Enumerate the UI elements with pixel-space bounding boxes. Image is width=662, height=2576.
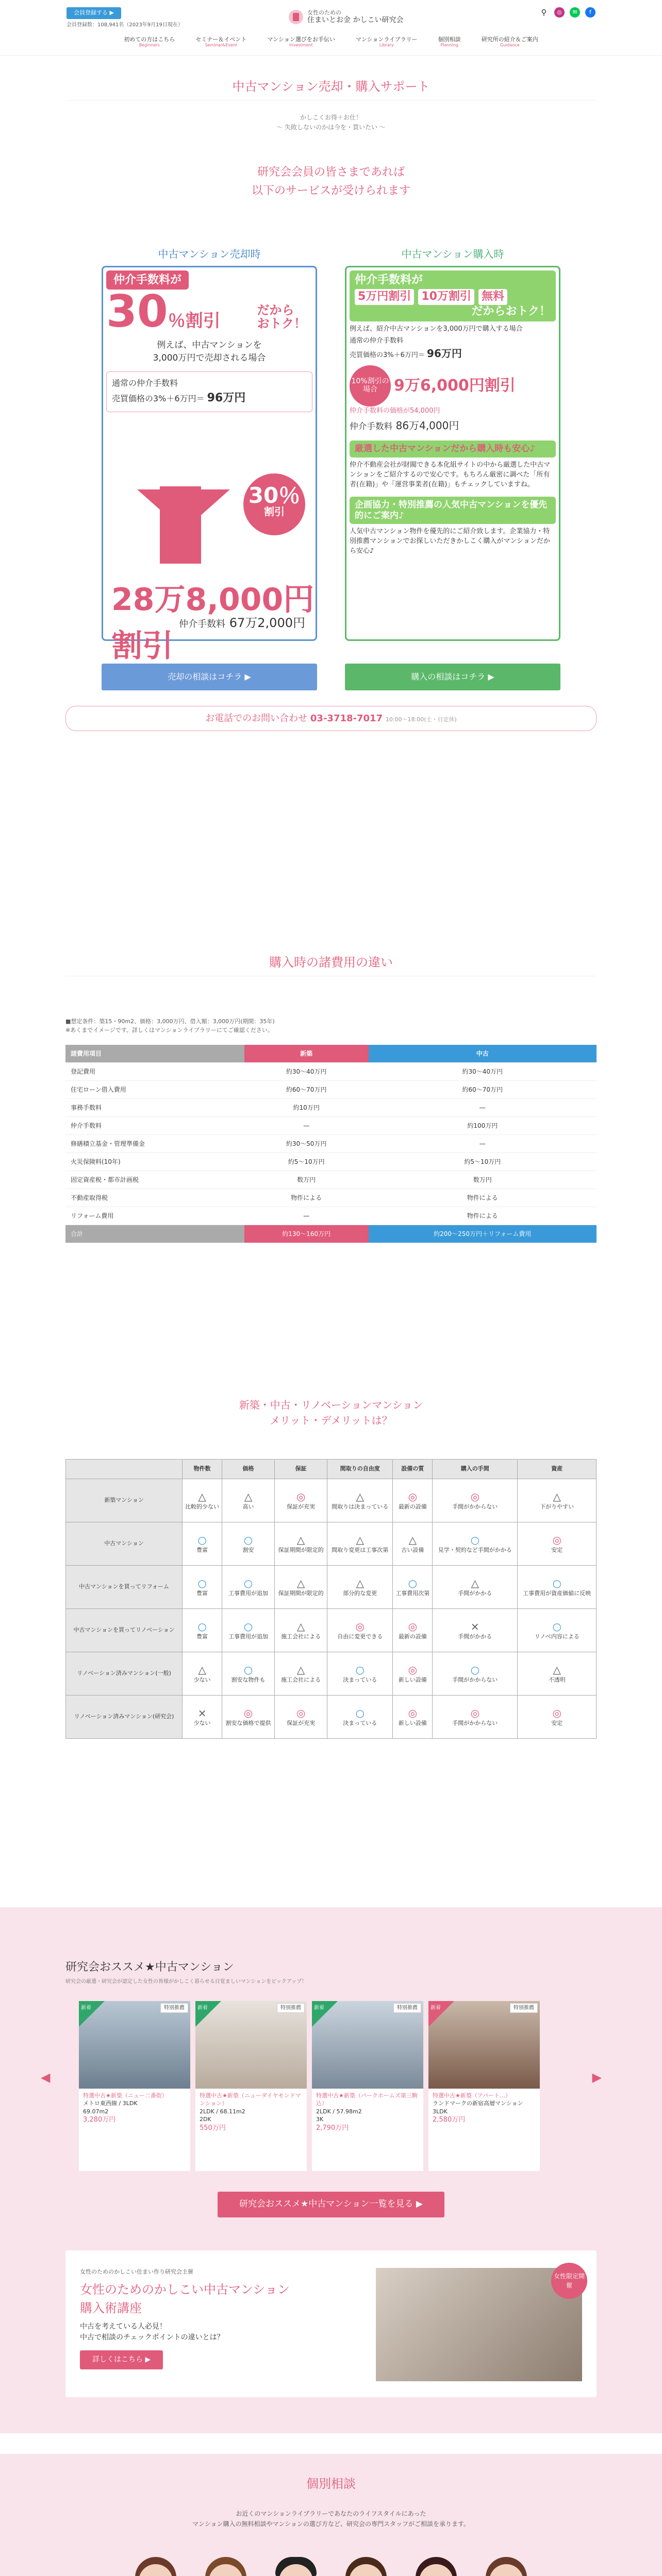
- hero-subtitle: かしこくお得＋お仕！ ～ 失敗しないのかは今を・買いたい ～: [276, 114, 386, 131]
- buy-point2-text: 人気中古マンション物件を優先的にご紹介致します。企業協力・特別推薦マンションでお探しいただきかしこく購入がマンションだから安心♪: [350, 528, 550, 555]
- merit-cell: [393, 1566, 433, 1609]
- merit-head-cell: 保証: [275, 1460, 327, 1479]
- cost-section: [65, 953, 597, 1376]
- site-header: [0, 0, 662, 56]
- nav-item-library[interactable]: マンションライブラリー Library: [355, 36, 418, 48]
- merit-row: [66, 1609, 597, 1652]
- merit-head-cell: 設備の質: [393, 1460, 433, 1479]
- merit-symbol: △: [244, 1490, 253, 1503]
- merit-symbol: ○: [197, 1534, 207, 1547]
- cost-head-item: 諸費用項目: [65, 1045, 244, 1063]
- merit-symbol: ○: [470, 1534, 480, 1547]
- merit-symbol: ◎: [552, 1707, 561, 1720]
- merit-symbol: ○: [355, 1664, 365, 1676]
- merit-cell: [327, 1522, 393, 1566]
- staff-avatar: [335, 2550, 397, 2576]
- merit-symbol: ○: [552, 1620, 561, 1633]
- property-tag: 特別推薦: [510, 2003, 538, 2013]
- member-count: 会員登録数：108,941名（2023年9月19日現在）: [67, 22, 183, 28]
- merit-text: 豊富: [196, 1547, 208, 1554]
- cost-cell: 約5～10万円: [244, 1153, 369, 1171]
- cost-cell: 火災保険料(10年): [65, 1153, 244, 1171]
- recommend-title: 研究会おススメ★中古マンション: [65, 1961, 234, 1974]
- staff-avatar: [405, 2550, 467, 2576]
- property-caption: 特選中古★新築（アパート…） ランドマークの新宿高層マンション 3LDK 2,580万円: [433, 2092, 523, 2124]
- cost-cell: 約10万円: [244, 1099, 369, 1117]
- cost-row: [65, 1135, 597, 1153]
- merit-cell: [222, 1609, 274, 1652]
- cost-cell: 約30～40万円: [369, 1063, 597, 1081]
- cost-cell: 数万円: [369, 1171, 597, 1189]
- merit-symbol: △: [408, 1534, 417, 1547]
- merit-symbol: △: [198, 1490, 206, 1503]
- property-kind: 新着: [81, 2005, 91, 2011]
- merit-cell: [433, 1566, 518, 1609]
- social-icons: [539, 7, 595, 18]
- cost-title: 購入時の諸費用の違い: [269, 955, 393, 970]
- cost-cell: 事務手数料: [65, 1099, 244, 1117]
- buy-card: [345, 266, 560, 641]
- merit-cell: [275, 1609, 327, 1652]
- buy-consult-button[interactable]: 購入の相談はコチラ ▶: [345, 664, 560, 690]
- merit-symbol: ◎: [552, 1534, 561, 1547]
- merit-row: [66, 1566, 597, 1609]
- line-icon[interactable]: ✉: [570, 7, 580, 18]
- merit-cell: [518, 1652, 597, 1696]
- merit-head-cell: 間取りの自由度: [327, 1460, 393, 1479]
- cost-cell: 不動産取得税: [65, 1189, 244, 1207]
- merit-text: 新しい設備: [398, 1720, 427, 1727]
- page-title: 中古マンション売却・購入サポート: [232, 79, 430, 94]
- merit-symbol: ○: [197, 1577, 207, 1590]
- sell-dakara: だから おトク！: [257, 302, 306, 331]
- cost-table: [65, 1045, 597, 1243]
- merit-text: 間取り変更は工事次第: [332, 1547, 389, 1554]
- merit-cell: [518, 1479, 597, 1522]
- sell-circle-badge: 30％ 割引: [243, 473, 305, 535]
- merit-cell: [518, 1566, 597, 1609]
- merit-text: 豊富: [196, 1633, 208, 1640]
- merit-symbol: △: [296, 1620, 305, 1633]
- merit-symbol: ○: [552, 1577, 561, 1590]
- seminar-banner: [65, 2250, 597, 2397]
- facebook-icon[interactable]: f: [585, 7, 595, 18]
- buy-point2: 企画協力・特別推薦の人気中古マンションを優先的にご案内♪: [350, 497, 556, 524]
- merit-symbol: ○: [243, 1620, 253, 1633]
- merit-text: 手間がかかる: [458, 1590, 492, 1597]
- seminar-kicker: 女性のためのかしこい住まい作り研究会主催: [80, 2268, 193, 2275]
- merit-row-label: リノベーション済みマンション(一般): [66, 1652, 183, 1696]
- nav-item-guidance[interactable]: 研究所の紹介＆ご案内 Guidance: [481, 36, 538, 48]
- merit-row: [66, 1522, 597, 1566]
- merit-row-label: 中古マンションを買ってリフォーム: [66, 1566, 183, 1609]
- buy-note: 仲介手数料の価格が54,000円: [350, 406, 440, 415]
- property-card[interactable]: [428, 2001, 540, 2171]
- cost-cell: 仲介手数料: [65, 1117, 244, 1135]
- merit-text: 工事費用が追加: [228, 1590, 269, 1597]
- property-caption: 特選中古★新築（ニューダイヤモンドマンション） 2LDK / 68.11m2 2DK 550万円: [200, 2092, 301, 2132]
- merit-text: 下がりやすい: [540, 1503, 574, 1511]
- hero: [65, 77, 597, 922]
- merit-cell: [433, 1522, 518, 1566]
- carousel-next-icon[interactable]: ▶: [592, 2070, 602, 2084]
- cost-cell: 約5～10万円: [369, 1153, 597, 1171]
- sell-column: [102, 246, 317, 690]
- cost-cell: 住宅ローン借入費用: [65, 1081, 244, 1099]
- merit-cell: [222, 1566, 274, 1609]
- merit-text: 決まっている: [343, 1676, 377, 1684]
- merit-row-label: リノベーション済みマンション(研究会): [66, 1696, 183, 1739]
- nav-item-investment[interactable]: マンション選びをお手伝い Investment: [267, 36, 335, 48]
- buy-point1: 厳選した中古マンションだから購入時も安心♪: [350, 440, 556, 457]
- merit-symbol: △: [471, 1577, 479, 1590]
- merit-symbol: ◎: [408, 1620, 418, 1633]
- merit-text: 保証期間が限定的: [278, 1547, 324, 1554]
- merit-symbol: ○: [243, 1534, 253, 1547]
- merit-head-cell: [66, 1460, 183, 1479]
- property-carousel: [41, 2001, 602, 2171]
- property-kind: 新着: [197, 2005, 208, 2011]
- merit-symbol: ◎: [408, 1707, 418, 1720]
- merit-symbol: ×: [197, 1707, 207, 1720]
- cost-row: [65, 1117, 597, 1135]
- merit-symbol: ○: [197, 1620, 207, 1633]
- merit-row-label: 新築マンション: [66, 1479, 183, 1522]
- merit-text: 間取りは決まっている: [332, 1503, 389, 1511]
- logo-mark-icon: [289, 10, 303, 24]
- down-arrow-body: [160, 486, 201, 564]
- merit-symbol: ◎: [408, 1490, 418, 1503]
- property-tag: 特別推薦: [160, 2003, 188, 2013]
- merit-symbol: ◎: [408, 1664, 418, 1676]
- merit-text: 古い設備: [401, 1547, 424, 1554]
- sell-discount: 30％割引: [106, 285, 221, 337]
- merit-symbol: ○: [243, 1577, 253, 1590]
- merit-symbol: ◎: [296, 1490, 306, 1503]
- merit-symbol: △: [553, 1664, 561, 1676]
- nav-item-seminar[interactable]: セミナー＆イベント Seminar&Event: [195, 36, 247, 48]
- merit-cell: [275, 1522, 327, 1566]
- merit-text: 手間がかかる: [458, 1633, 492, 1640]
- seminar-badge: 女性限定開催: [551, 2263, 587, 2299]
- merit-row: [66, 1652, 597, 1696]
- cost-cell: 物件による: [369, 1207, 597, 1225]
- merit-text: 手間がかからない: [452, 1720, 498, 1727]
- merit-head-cell: 資産: [518, 1460, 597, 1479]
- merit-cell: [393, 1522, 433, 1566]
- cost-cell: —: [244, 1117, 369, 1135]
- cost-cell: 登記費用: [65, 1063, 244, 1081]
- cost-row: [65, 1171, 597, 1189]
- buy-heading: 中古マンション購入時: [401, 247, 504, 260]
- cost-cell: —: [244, 1207, 369, 1225]
- cost-row: [65, 1063, 597, 1081]
- seminar-photo: [376, 2268, 585, 2381]
- buy-otoku: だからおトク！: [471, 304, 551, 318]
- buy-fee: 仲介手数料 86万4,000円: [350, 419, 459, 432]
- merit-text: 割安: [242, 1547, 254, 1554]
- merit-text: 工事費用次第: [395, 1590, 430, 1597]
- cost-cell: 約100万円: [369, 1117, 597, 1135]
- merit-text: 割安な物件も: [231, 1676, 266, 1684]
- merit-row-label: 中古マンション: [66, 1522, 183, 1566]
- merit-text: 割安な価格で提供: [225, 1720, 271, 1727]
- cost-cell: 修繕積立基金・管理準備金: [65, 1135, 244, 1153]
- consult-title: 個別相談: [306, 2476, 356, 2491]
- merit-cell: [518, 1609, 597, 1652]
- merit-text: 少ない: [193, 1676, 211, 1684]
- merit-text: 新しい設備: [398, 1676, 427, 1684]
- property-card[interactable]: [195, 2001, 307, 2171]
- global-nav: [0, 36, 662, 48]
- merit-cell: [393, 1609, 433, 1652]
- buy-point1-text: 仲介不動産会社が財閥できる本化組サイトの中から厳選した中古マンションをご紹介するので安心です。もちろん厳密に調べた「所有者(在籍)」や「運営事業者(在籍)」もチェックしていますね。: [350, 461, 551, 488]
- merit-text: 高い: [242, 1503, 254, 1511]
- staff-avatar: [125, 2550, 187, 2576]
- buy-normal-fee: 通常の仲介手数料 売買価格の3%＋6万円＝ 96万円: [350, 336, 462, 360]
- merit-text: 少ない: [193, 1720, 211, 1727]
- merit-symbol: △: [198, 1664, 206, 1676]
- merit-text: 施工会社による: [281, 1676, 321, 1684]
- merit-text: リノベ内容による: [534, 1633, 580, 1640]
- buy-5man-badge: 5万円割引: [355, 289, 414, 304]
- staff-photos: [0, 2550, 662, 2576]
- merit-cell: [183, 1609, 222, 1652]
- merit-symbol: △: [356, 1577, 364, 1590]
- recommend-sub: 研究会の厳選・研究会が認定した女性の皆様がかしこく暮らせる目覚ましいマンションをピックアップ！: [65, 1979, 307, 1985]
- merit-cell: [327, 1479, 393, 1522]
- buy-example: 例えば、紹介中古マンションを3,000万円で購入する場合: [350, 325, 523, 333]
- staff-avatar: [265, 2550, 327, 2576]
- sell-example: 例えば、中古マンションを 3,000万円で売却される場合: [153, 340, 266, 364]
- search-icon[interactable]: ⚲: [541, 7, 547, 17]
- cost-cell: 物件による: [369, 1189, 597, 1207]
- cost-cell: リフォーム費用: [65, 1207, 244, 1225]
- merit-cell: [433, 1696, 518, 1739]
- merit-cell: [433, 1609, 518, 1652]
- cost-cell: 約130～160万円: [244, 1225, 369, 1243]
- property-kind: 新着: [314, 2005, 324, 2011]
- merit-text: 安定: [551, 1720, 563, 1727]
- cost-cell: 物件による: [244, 1189, 369, 1207]
- merit-cell: [183, 1696, 222, 1739]
- merit-text: 安定: [551, 1547, 563, 1554]
- merit-cell: [183, 1522, 222, 1566]
- buy-banner: 仲介手数料が 5万円割引 10万割引 無料 だからおトク！: [350, 270, 556, 321]
- buy-10pct-circle: 10%割引の場合: [350, 365, 391, 406]
- merit-table: [65, 1459, 597, 1739]
- merit-text: 最新の設備: [398, 1633, 427, 1640]
- merit-row: [66, 1696, 597, 1739]
- merit-symbol: ○: [243, 1664, 253, 1676]
- merit-text: 見学・契約など手間がかかる: [438, 1547, 512, 1554]
- merit-text: 不透明: [548, 1676, 566, 1684]
- member-register-button[interactable]: 会員登録する ▶: [67, 7, 121, 19]
- cost-cell: 固定資産税・都市計画税: [65, 1171, 244, 1189]
- buy-10-badge: 10万割引: [418, 289, 474, 304]
- merit-symbol: ×: [470, 1620, 479, 1633]
- merit-text: 手間がかからない: [452, 1503, 498, 1511]
- merit-cell: [327, 1566, 393, 1609]
- merit-cell: [222, 1696, 274, 1739]
- merit-cell: [433, 1652, 518, 1696]
- cost-cell: —: [369, 1135, 597, 1153]
- merit-title: 新築・中古・リノベーションマンション メリット・デメリットは？: [239, 1399, 423, 1427]
- buy-free-badge: 無料: [478, 289, 507, 304]
- merit-cell: [275, 1696, 327, 1739]
- instagram-icon[interactable]: ◎: [554, 7, 565, 18]
- cost-row: [65, 1225, 597, 1243]
- merit-symbol: ◎: [470, 1707, 480, 1720]
- merit-cell: [183, 1566, 222, 1609]
- lead-text: 研究会会員の皆さまであれば 以下のサービスが受けられます: [251, 166, 410, 197]
- site-logo[interactable]: [289, 9, 403, 25]
- merit-text: 最新の設備: [398, 1503, 427, 1511]
- carousel-prev-icon[interactable]: ◀: [41, 2070, 51, 2084]
- merit-symbol: △: [296, 1577, 305, 1590]
- recommend-list-button[interactable]: 研究会おススメ★中古マンション一覧を見る ▶: [218, 2192, 444, 2217]
- merit-symbol: ○: [408, 1577, 418, 1590]
- nav-item-planning[interactable]: 個別相談 Planning: [438, 36, 461, 48]
- sell-banner: 仲介手数料が: [106, 270, 189, 290]
- merit-head-cell: 物件数: [183, 1460, 222, 1479]
- merit-head-cell: 購入の手間: [433, 1460, 518, 1479]
- merit-head-cell: 価格: [222, 1460, 274, 1479]
- sell-card: [102, 266, 317, 664]
- merit-cell: [393, 1479, 433, 1522]
- cost-cell: 約30～40万円: [244, 1063, 369, 1081]
- merit-text: 保証が充実: [287, 1503, 316, 1511]
- cost-row: [65, 1081, 597, 1099]
- merit-symbol: △: [356, 1534, 364, 1547]
- merit-cell: [327, 1696, 393, 1739]
- cost-row: [65, 1099, 597, 1117]
- merit-text: 比較的少ない: [185, 1503, 220, 1511]
- sell-fee: 仲介手数料 67万2,000円: [179, 615, 305, 630]
- cost-note: ■想定条件：築15・90m2、価格：3,000万円、借入額：3,000万円(期間：35年) ※あくまでイメージです。詳しくはマンションライブラリーにてご確認ください。: [65, 1018, 275, 1033]
- consult-section: [0, 2433, 662, 2576]
- merit-symbol: ◎: [470, 1490, 480, 1503]
- cost-cell: 合計: [65, 1225, 244, 1243]
- buy-saving: 9万6,000円割引: [394, 377, 516, 395]
- merit-cell: [222, 1522, 274, 1566]
- property-caption: 特選中古★新築（ニュー二番街） メトロ東西線 / 3LDK 69.07m2 3,280万円: [83, 2092, 168, 2124]
- merit-cell: [393, 1696, 433, 1739]
- sell-consult-button[interactable]: 売却の相談はコチラ ▶: [102, 664, 317, 690]
- buy-column: [345, 246, 560, 690]
- merit-row: [66, 1479, 597, 1522]
- staff-avatar: [195, 2550, 257, 2576]
- merit-text: 施工会社による: [281, 1633, 321, 1640]
- merit-cell: [275, 1652, 327, 1696]
- cost-head-used: 中古: [369, 1045, 597, 1063]
- merit-text: 自由に変更できる: [337, 1633, 383, 1640]
- cost-cell: 約60～70万円: [369, 1081, 597, 1099]
- merit-symbol: ○: [470, 1664, 480, 1676]
- merit-section: [65, 1397, 597, 1835]
- merit-cell: [327, 1609, 393, 1652]
- merit-symbol: ◎: [296, 1707, 306, 1720]
- merit-symbol: ◎: [355, 1620, 365, 1633]
- merit-cell: [518, 1522, 597, 1566]
- merit-cell: [433, 1479, 518, 1522]
- merit-cell: [222, 1652, 274, 1696]
- cost-cell: —: [369, 1099, 597, 1117]
- property-card[interactable]: [312, 2001, 423, 2171]
- property-card[interactable]: [79, 2001, 190, 2171]
- logo-big: 住まいとお金 かしこい研究会: [307, 16, 404, 25]
- cost-head-new: 新築: [244, 1045, 369, 1063]
- merit-cell: [183, 1479, 222, 1522]
- cost-row: [65, 1189, 597, 1207]
- seminar-detail-button[interactable]: 詳しくはこちら ▶: [80, 2350, 163, 2369]
- property-kind: 新着: [431, 2005, 441, 2011]
- merit-cell: [275, 1566, 327, 1609]
- sell-heading: 中古マンション売却時: [158, 247, 261, 260]
- merit-symbol: △: [296, 1534, 305, 1547]
- merit-text: 保証期間が限定的: [278, 1590, 324, 1597]
- merit-symbol: △: [553, 1490, 561, 1503]
- merit-text: 豊富: [196, 1590, 208, 1597]
- logo-small: 女性のための: [307, 9, 341, 16]
- merit-text: 保証が充実: [287, 1720, 316, 1727]
- recommend-section: [0, 1907, 662, 2433]
- cost-cell: 数万円: [244, 1171, 369, 1189]
- merit-symbol: ◎: [243, 1707, 253, 1720]
- property-tag: 特別推薦: [277, 2003, 305, 2013]
- merit-symbol: ○: [355, 1707, 365, 1720]
- cost-cell: 約60～70万円: [244, 1081, 369, 1099]
- cost-cell: 約200～250万円＋リフォーム費用: [369, 1225, 597, 1243]
- sell-saving: 28万8,000円割引: [111, 581, 315, 664]
- sell-normal-fee: 通常の仲介手数料 売買価格の3%＋6万円＝ 96万円: [106, 371, 312, 412]
- seminar-lead: 中古を考えている人必見！ 中古で相談のチェックポイントの違いとは？: [80, 2323, 224, 2342]
- staff-avatar: [475, 2550, 537, 2576]
- seminar-title: 女性のためのかしこい中古マンション 購入術講座: [80, 2282, 290, 2315]
- cost-cell: 約30～50万円: [244, 1135, 369, 1153]
- merit-text: 決まっている: [343, 1720, 377, 1727]
- merit-text: 工事費用が追加: [228, 1633, 269, 1640]
- nav-item-beginners[interactable]: 初めての方はこちら Beginners: [124, 36, 175, 48]
- merit-cell: [518, 1696, 597, 1739]
- tel-banner[interactable]: お電話でのお問い合わせ 03-3718-7017 10:00～18:00(土・日定休): [65, 706, 597, 731]
- merit-cell: [393, 1652, 433, 1696]
- cost-row: [65, 1207, 597, 1225]
- merit-cell: [275, 1479, 327, 1522]
- merit-cell: [222, 1479, 274, 1522]
- cost-row: [65, 1153, 597, 1171]
- merit-symbol: △: [356, 1490, 364, 1503]
- property-caption: 特選中古★新築（パークホームズ第三駒込） 2LDK / 57.98m2 3K 2,790万円: [316, 2092, 418, 2132]
- merit-text: 工事費用が資産価値に反映: [523, 1590, 591, 1597]
- merit-cell: [183, 1652, 222, 1696]
- merit-text: 部分的な変更: [343, 1590, 377, 1597]
- merit-symbol: △: [296, 1664, 305, 1676]
- merit-row-label: 中古マンションを買ってリノベーション: [66, 1609, 183, 1652]
- merit-text: 手間がかからない: [452, 1676, 498, 1684]
- consult-text: お近くのマンションライブラリーであなたのライフスタイルにあった マンション購入の無料相談やマンションの選び方など、研究会の専門スタッフがご相談を承ります。: [192, 2510, 470, 2528]
- property-tag: 特別推薦: [393, 2003, 421, 2013]
- merit-cell: [327, 1652, 393, 1696]
